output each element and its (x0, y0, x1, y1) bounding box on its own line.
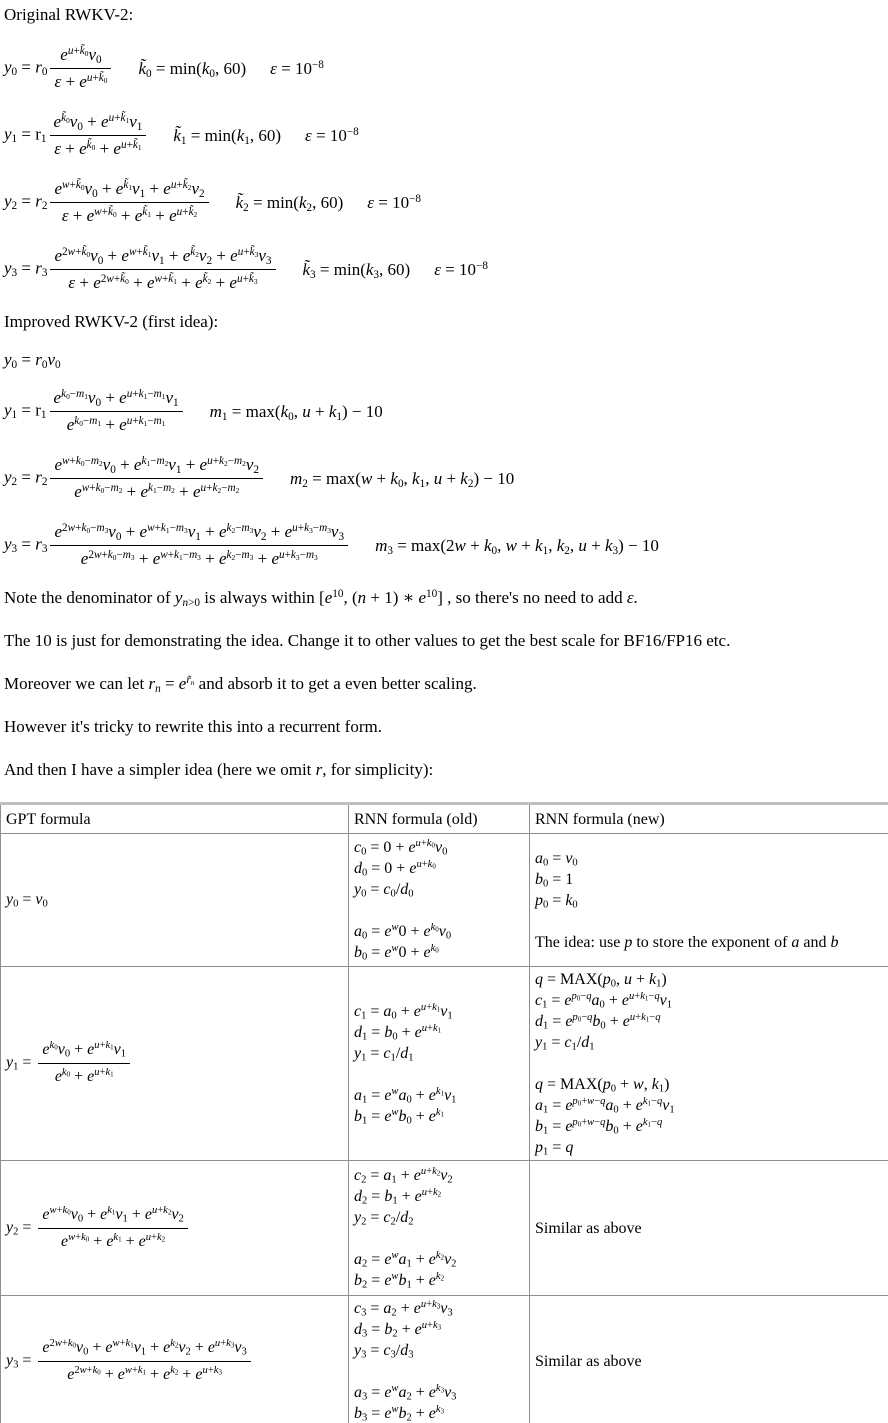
rnn-old-y0-line-0: $c_0 = 0 + e^{u+k_0}v_0$ (354, 838, 448, 858)
improved-equation-2-part-1: $m_2 = \max(w + k_0$, $k_1$, $u + k_2) - 10$ (290, 468, 515, 490)
cell-gpt-formula-y0 (1, 834, 349, 967)
improved-equation-3 (4, 520, 888, 571)
improved-equation-1 (4, 386, 888, 437)
cell-rnn-new-y3 (530, 1296, 888, 1423)
rnn-new-y1-line-5: $q = MAX(p_0 + w$, $k_1$) (535, 1076, 670, 1095)
note-paragraph-4: And then I have a simpler idea (here we omit r, for simplicity): (4, 760, 434, 779)
rnn-new-y1-line-4 (535, 1053, 883, 1074)
rnn-new-y0-line-4: The idea: use p to store the exponent of a and b (535, 933, 839, 951)
note-paragraph-1: The 10 is just for demonstrating the idea. Change it to other values to get the best scale for BF16/FP16 etc. (4, 631, 731, 650)
column-header-rnn-formula-new: RNN formula (new) (530, 804, 888, 834)
rnn-old-y2-line-1: $d_2 = b_1 + e^{u+k_2}$ (354, 1187, 442, 1207)
original-equation-2-part-0: $y_2 = r_2$ $\frac{e^{w+k̃_0}v_0 + e^{k̃_1}v_1 + e^{u+k̃_2}v_2}{\varepsilon + e^{w+k̃_0} + e^{k̃_1} + e^{u+k̃_2}}$ (4, 177, 212, 228)
rnn-new-y3-line-0: Similar as above (535, 1352, 642, 1370)
table-row-y2 (1, 1161, 888, 1296)
rnn-new-y0-line-0: $a_0 = v_0$ (535, 849, 578, 869)
column-header-rnn-formula-old: RNN formula (old) (349, 804, 530, 834)
note-paragraph-2: Moreover we can let $r_n = e^{r̃_n}$ and absorb it to get a even better scaling. (4, 673, 477, 695)
rnn-old-y2-line-3 (354, 1228, 524, 1249)
original-equation-0 (4, 43, 888, 94)
cell-rnn-new-y2 (530, 1161, 888, 1296)
original-equation-2 (4, 177, 888, 228)
rnn-old-y0-line-5: $b_0 = e^w0 + e^{k_0}$ (354, 943, 439, 963)
improved-equation-3-part-1: $m_3 = \max(2w + k_0$, $w + k_1$, $k_2$, $u + k_3) - 10$ (375, 535, 659, 557)
rnn-new-y1-line-2: $d_1 = e^{p_0-q}b_0 + e^{u+k_1-q}$ (535, 1012, 661, 1032)
cell-rnn-old-y2 (349, 1161, 530, 1296)
note-paragraph-3: However it's tricky to rewrite this into a recurrent form. (4, 717, 382, 736)
rnn-old-y3-line-5: $b_3 = e^wb_2 + e^{k_3}$ (354, 1404, 445, 1423)
cell-rnn-old-y0 (349, 834, 530, 967)
improved-equation-2 (4, 453, 888, 504)
section-title-improved: Improved RWKV-2 (first idea): (4, 312, 219, 331)
cell-rnn-old-y3 (349, 1296, 530, 1423)
note-paragraph-0: Note the denominator of $y_{n>0}$ is always within [$e^{10}$, (n + 1) ∗ $e^{10}$] , so there's no need to add ε. (4, 587, 638, 609)
cell-rnn-new-y0 (530, 834, 888, 967)
original-equation-3 (4, 244, 888, 295)
equations-improved (4, 350, 888, 571)
original-equation-1-part-0: $y_1 = r_1$ $\frac{e^{k̃_0}v_0 + e^{u+k̃_1}v_1}{\varepsilon + e^{k̃_0} + e^{u+k̃_1}}$ (4, 110, 149, 161)
rnn-old-y0-line-4: $a_0 = e^w0 + e^{k_0}v_0$ (354, 922, 452, 942)
cell-gpt-formula-y2 (1, 1161, 349, 1296)
rnn-new-y0-line-1: $b_0 = 1$ (535, 870, 574, 890)
column-header-gpt-formula: GPT formula (1, 804, 349, 834)
cell-gpt-formula-y1 (1, 967, 349, 1161)
original-equation-2-part-2: $\varepsilon = 10^{-8}$ (367, 192, 422, 212)
formula-comparison-table (0, 802, 888, 1423)
improved-equation-2-part-0: $y_2 = r_2$ $\frac{e^{w+k_0-m_2}v_0 + e^{k_1-m_2}v_1 + e^{u+k_2-m_2}v_2}{e^{w+k_0-m_2} + e^{k_1-m_2} + e^{u+k_2-m_2}}$ (4, 453, 266, 504)
original-equation-2-part-1: $k̃_2 = \min(k_2$, 60) (235, 192, 344, 214)
rnn-old-y3-line-0: $c_3 = a_2 + e^{u+k_3}v_3$ (354, 1299, 453, 1319)
improved-equation-1-part-0: $y_1 = r_1$ $\frac{e^{k_0-m_1}v_0 + e^{u+k_1-m_1}v_1}{e^{k_0-m_1} + e^{u+k_1-m_1}}$ (4, 386, 186, 437)
rnn-old-y1-line-2: $y_1 = c_1/d_1$ (354, 1044, 414, 1064)
rnn-old-y1-line-5: $b_1 = e^wb_0 + e^{k_1}$ (354, 1106, 445, 1127)
cell-rnn-old-y1 (349, 967, 530, 1161)
rnn-new-y1-line-8: $p_1 = q$ (535, 1139, 574, 1158)
rnn-old-y2-line-4: $a_2 = e^wa_1 + e^{k_2}v_2$ (354, 1250, 457, 1270)
original-equation-1-part-2: $\varepsilon = 10^{-8}$ (305, 125, 359, 145)
original-equation-1 (4, 110, 888, 161)
improved-equation-0-part-0: $y_0 = r_0v_0$ (4, 350, 61, 371)
rnn-old-y0-line-3 (354, 900, 524, 921)
table-header-row (1, 804, 888, 834)
gpt-formula-y2: $y_2$ = $\frac{e^{w+k_0}v_0 + e^{k_1}v_1 + e^{u+k_2}v_2}{e^{w+k_0} + e^{k_1} + e^{u+k_2}}$ (6, 1219, 191, 1236)
rnn-new-y0-line-2: $p_0 = k_0$ (535, 891, 578, 911)
rnn-old-y3-line-4: $a_3 = e^wa_2 + e^{k_3}v_3$ (354, 1383, 457, 1403)
rnn-old-y1-line-0: $c_1 = a_0 + e^{u+k_1}v_1$ (354, 1001, 453, 1022)
rnn-old-y1-line-3 (354, 1064, 524, 1085)
gpt-formula-y1: $y_1$ = $\frac{e^{k_0}v_0 + e^{u+k_1}v_1}{e^{k_0} + e^{u+k_1}}$ (6, 1054, 133, 1071)
rnn-new-y1-line-6: $a_1 = e^{p_0+w-q}a_0 + e^{k_1-q}v_1$ (535, 1096, 675, 1116)
table-row-y1 (1, 967, 888, 1161)
gpt-formula-y0: $y_0 = v_0$ (6, 891, 48, 910)
rnn-old-y0-line-1: $d_0 = 0 + e^{u+k_0}$ (354, 859, 436, 879)
table-row-y3 (1, 1296, 888, 1423)
rnn-old-y3-line-2: $y_3 = c_3/d_3$ (354, 1342, 414, 1361)
cell-rnn-new-y1 (530, 967, 888, 1161)
section-title-original: Original RWKV-2: (4, 5, 134, 24)
rnn-new-y2-line-0: Similar as above (535, 1219, 642, 1237)
rnn-new-y0-line-3 (535, 911, 883, 932)
rnn-old-y2-line-0: $c_2 = a_1 + e^{u+k_2}v_2$ (354, 1166, 453, 1186)
original-equation-3-part-1: $k̃_3 = \min(k_3$, 60) (302, 259, 411, 281)
equations-original (4, 43, 888, 295)
original-equation-0-part-2: $\varepsilon = 10^{-8}$ (270, 58, 324, 78)
original-equation-0-part-1: $k̃_0 = \min(k_0$, 60) (138, 58, 247, 80)
rnn-new-y1-line-3: $y_1 = c_1/d_1$ (535, 1034, 595, 1053)
gpt-formula-y3: $y_3$ = $\frac{e^{2w+k_0}v_0 + e^{w+k_1}v_1 + e^{k_2}v_2 + e^{u+k_3}v_3}{e^{2w+k_0} + e^{w+k_1} + e^{k_2} + e^{u+k_3}}$ (6, 1352, 254, 1369)
rnn-old-y3-line-1: $d_3 = b_2 + e^{u+k_3}$ (354, 1320, 442, 1340)
rnn-old-y0-line-2: $y_0 = c_0/d_0$ (354, 881, 414, 900)
rnn-new-y1-line-0: $q = MAX(p_0$, $u + k_1$) (535, 971, 667, 990)
cell-gpt-formula-y3 (1, 1296, 349, 1423)
rnn-old-y2-line-5: $b_2 = e^wb_1 + e^{k_2}$ (354, 1271, 445, 1291)
original-equation-0-part-0: $y_0 = r_0$ $\frac{e^{u+k̃_0}v_0}{\varepsilon + e^{u+k̃_0}}$ (4, 43, 114, 94)
rnn-new-y1-line-1: $c_1 = e^{p_0-q}a_0 + e^{u+k_1-q}v_1$ (535, 991, 672, 1011)
rnn-old-y3-line-3 (354, 1361, 524, 1382)
table-row-y0 (1, 834, 888, 967)
improved-equation-0 (4, 350, 888, 370)
original-equation-1-part-1: $k̃_1 = \min(k_1$, 60) (173, 125, 282, 147)
original-equation-3-part-2: $\varepsilon = 10^{-8}$ (434, 259, 488, 279)
rnn-new-y1-line-7: $b_1 = e^{p_0+w-q}b_0 + e^{k_1-q}$ (535, 1117, 663, 1137)
improved-equation-3-part-0: $y_3 = r_3$ $\frac{e^{2w+k_0-m_3}v_0 + e^{w+k_1-m_3}v_1 + e^{k_2-m_3}v_2 + e^{u+k_3-m_3}v_3}{e^{2w+k_0-m_3} + e^{w+k_1-m_3} + e^{k_2-m_3} + e^{u+k_3-m_3}}$ (4, 520, 351, 571)
notes-paragraphs (4, 587, 888, 781)
rnn-old-y2-line-2: $y_2 = c_2/d_2$ (354, 1209, 414, 1228)
improved-equation-1-part-1: $m_1 = \max(k_0$, $u + k_1) - 10$ (209, 401, 383, 423)
original-equation-3-part-0: $y_3 = r_3$ $\frac{e^{2w+k̃_0}v_0 + e^{w+k̃_1}v_1 + e^{k̃_2}v_2 + e^{u+k̃_3}v_3}{\varepsilon + e^{2w+k̃_0} + e^{w+k̃_1} + e^{k̃_2} + e^{u+k̃_3}}$ (4, 244, 279, 295)
rnn-old-y1-line-1: $d_1 = b_0 + e^{u+k_1}$ (354, 1022, 442, 1043)
rnn-old-y1-line-4: $a_1 = e^wa_0 + e^{k_1}v_1$ (354, 1085, 457, 1106)
